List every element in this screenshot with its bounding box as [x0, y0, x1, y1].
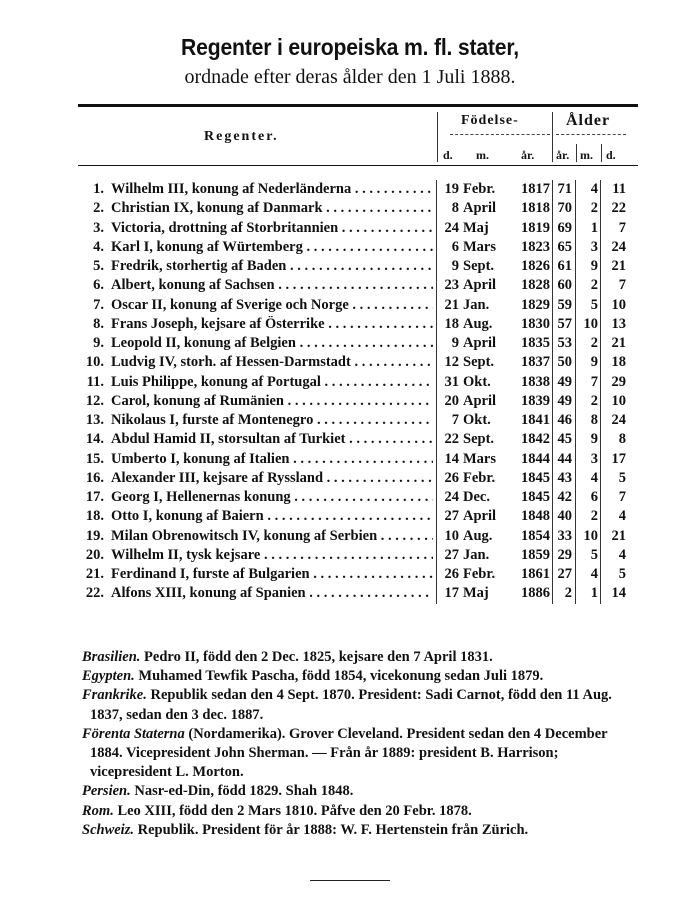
table-row [0, 316, 700, 336]
age-years: 50 [557, 354, 572, 371]
age-months: 9 [590, 431, 598, 448]
note-country: Schweiz. [82, 821, 134, 838]
regent-name: Leopold II, konung af Belgien . . . [111, 335, 433, 352]
header-divider-2 [552, 112, 553, 162]
header-divider-3 [576, 144, 577, 162]
note-country: Brasilien. [82, 649, 141, 665]
birth-year: 1830 [521, 315, 550, 332]
age-days: 8 [618, 431, 626, 448]
age-years: 69 [557, 219, 572, 236]
age-years: 57 [557, 315, 572, 332]
row-number: 4. [93, 238, 104, 255]
note-text: Muhamed Tewfik Pascha, född 1854, vicekonung sedan Juli 1879. [138, 668, 544, 685]
age-days: 17 [611, 450, 626, 467]
table-row [0, 200, 700, 220]
age-days: 11 [612, 181, 626, 197]
birth-day: 18 [444, 315, 459, 332]
age-days: 4 [618, 546, 626, 563]
age-years: 53 [557, 335, 572, 351]
birth-year: 1848 [521, 508, 550, 525]
row-number: 15. [85, 450, 104, 467]
regent-name: Georg I, Hellenernas konung . . . [111, 489, 433, 506]
row-number: 22. [85, 585, 104, 602]
age-months: 3 [590, 450, 598, 467]
row-number: 6. [93, 277, 104, 294]
age-months: 10 [583, 315, 598, 332]
birth-day: 12 [444, 354, 459, 371]
row-number: 16. [85, 469, 104, 486]
row-number: 19. [85, 527, 104, 544]
age-days: 5 [618, 566, 626, 582]
birth-day: 27 [444, 546, 459, 563]
birth-year: 1839 [521, 392, 550, 409]
regent-name: Abdul Hamid II, storsultan af Turkiet . . . [111, 431, 433, 448]
table-row [0, 258, 700, 278]
birth-year: 1823 [521, 238, 550, 255]
note-text: Republik sedan den 4 Sept. 1870. President: Sadi Carnot, född den 11 Aug. 1837, sedan den 3 dec. 1887. [90, 687, 612, 723]
birth-day: 20 [444, 392, 459, 409]
birth-month: April [463, 200, 497, 217]
age-days: 14 [611, 585, 626, 602]
age-days: 4 [618, 508, 626, 525]
note-country: Frankrike. [82, 687, 147, 704]
header-divider-1 [437, 112, 438, 162]
age-days: 5 [618, 469, 626, 486]
birth-month: Febr. [463, 181, 496, 197]
birth-day: 23 [444, 277, 459, 294]
age-days: 18 [611, 354, 626, 371]
header-month: m. [476, 148, 489, 162]
regent-name: Nikolaus I, furste af Montenegro . . . [111, 412, 433, 429]
birth-month: Okt. [463, 412, 491, 428]
header-alder: Ålder [566, 112, 611, 129]
birth-year: 1838 [521, 373, 550, 390]
header-age-months: m. [580, 148, 593, 162]
note-rom [82, 802, 642, 821]
header-regenter: Regenter. [204, 129, 279, 144]
note-text: Leo XIII, född den 2 Mars 1810. Påfve den 20 Febr. 1878. [117, 802, 472, 819]
age-years: 27 [557, 566, 572, 582]
header-age-years: år. [556, 148, 570, 162]
table-row [0, 585, 700, 605]
table-row [0, 431, 700, 451]
birth-month: Aug. [463, 315, 493, 332]
birth-month: Maj [463, 219, 489, 236]
birth-month: Jan. [463, 546, 490, 563]
table-row [0, 451, 700, 471]
table-top-rule [78, 104, 638, 107]
header-divider-4 [601, 144, 602, 162]
regent-name: Frans Joseph, kejsare af Österrike . . . [111, 316, 433, 333]
regent-name: Carol, konung af Rumänien . . . [111, 393, 433, 410]
regent-name: Albert, konung af Sachsen . . . [111, 277, 433, 294]
age-years: 42 [557, 489, 572, 505]
birth-year: 1845 [521, 469, 550, 486]
birth-year: 1826 [521, 258, 550, 274]
age-years: 59 [557, 296, 572, 313]
row-number: 9. [93, 335, 104, 351]
age-months: 6 [590, 489, 598, 505]
birth-year: 1854 [521, 527, 550, 544]
row-number: 20. [85, 546, 104, 563]
birth-year: 1861 [521, 566, 550, 582]
note-text: Pedro II, född den 2 Dec. 1825, kejsare den 7 April 1831. [144, 649, 493, 665]
note-country: Egypten. [82, 668, 135, 685]
page-title: Regenter i europeiska m. fl. stater, [181, 34, 519, 60]
header-dash-fodelse [450, 134, 550, 135]
table-header-rule [78, 165, 638, 166]
birth-month: Okt. [463, 373, 491, 390]
birth-month: Aug. [463, 527, 493, 544]
table-row [0, 277, 700, 297]
row-number: 2. [93, 200, 104, 217]
note-egypten [82, 667, 642, 686]
age-months: 2 [590, 200, 598, 217]
note-country: Förenta Staterna [82, 725, 185, 742]
row-number: 18. [85, 508, 104, 525]
birth-year: 1828 [521, 277, 550, 294]
regent-name: Wilhelm III, konung af Nederländerna . . . [111, 181, 433, 198]
age-months: 2 [590, 392, 598, 409]
birth-day: 7 [451, 412, 459, 428]
age-months: 2 [590, 335, 598, 351]
row-number: 11. [86, 373, 104, 390]
birth-year: 1859 [521, 546, 550, 563]
age-months: 7 [590, 373, 598, 390]
age-months: 4 [590, 469, 598, 486]
regent-name: Wilhelm II, tysk kejsare . . . [111, 547, 433, 564]
row-number: 7. [93, 296, 104, 313]
birth-year: 1837 [521, 354, 550, 371]
age-days: 7 [618, 489, 626, 505]
age-days: 10 [611, 296, 626, 313]
birth-day: 31 [444, 373, 459, 390]
birth-month: Mars [463, 450, 497, 467]
age-months: 1 [590, 585, 598, 602]
row-number: 3. [93, 219, 104, 236]
row-number: 13. [85, 412, 104, 428]
regent-name: Fredrik, storhertig af Baden . . . [111, 258, 433, 275]
age-years: 33 [557, 527, 572, 544]
row-number: 1. [93, 181, 104, 197]
regent-name: Luis Philippe, konung af Portugal . . . [111, 374, 433, 391]
birth-day: 24 [444, 489, 459, 505]
notes-section [82, 648, 642, 840]
table-row [0, 412, 700, 432]
age-months: 5 [590, 296, 598, 313]
birth-year: 1844 [521, 450, 550, 467]
age-days: 7 [618, 219, 626, 236]
age-years: 29 [557, 546, 572, 563]
age-months: 4 [590, 566, 598, 582]
birth-month: Jan. [463, 296, 490, 313]
header-fodelse: Födelse- [461, 113, 519, 128]
age-days: 21 [611, 527, 626, 544]
age-days: 22 [611, 200, 626, 217]
age-years: 2 [564, 585, 572, 602]
row-number: 12. [85, 392, 104, 409]
age-months: 5 [590, 546, 598, 563]
row-number: 14. [85, 431, 104, 448]
age-months: 2 [590, 508, 598, 525]
regent-name: Oscar II, konung af Sverige och Norge . . . [111, 297, 433, 314]
page-subtitle: ordnade efter deras ålder den 1 Juli 1888. [184, 66, 516, 88]
row-number: 17. [85, 489, 104, 505]
birth-month: Mars [463, 238, 497, 255]
birth-day: 14 [444, 450, 459, 467]
birth-year: 1842 [521, 431, 550, 448]
regent-name: Christian IX, konung af Danmark . . . [111, 200, 433, 217]
note-brasilien [82, 648, 642, 667]
birth-day: 24 [444, 219, 459, 236]
row-number: 5. [93, 258, 104, 274]
regent-name: Milan Obrenowitsch IV, konung af Serbien . . . [111, 528, 433, 545]
header-age-days: d. [606, 148, 616, 162]
age-days: 10 [611, 392, 626, 409]
birth-month: April [463, 508, 497, 525]
age-years: 43 [557, 469, 572, 486]
birth-year: 1819 [521, 219, 550, 236]
regent-name: Victoria, drottning af Storbritannien . . . [111, 220, 433, 237]
birth-month: Sept. [463, 258, 495, 274]
birth-year: 1829 [521, 296, 550, 313]
regent-name: Umberto I, konung af Italien . . . [111, 451, 433, 468]
note-text: Nasr-ed-Din, född 1829. Shah 1848. [134, 783, 354, 800]
birth-day: 19 [444, 181, 459, 197]
birth-day: 21 [444, 296, 459, 313]
table-row [0, 239, 700, 259]
age-years: 40 [557, 508, 572, 525]
regent-name: Otto I, konung af Baiern . . . [111, 508, 433, 525]
table-row [0, 181, 700, 201]
age-years: 70 [557, 200, 572, 217]
age-years: 49 [557, 392, 572, 409]
header-dash-alder [556, 134, 626, 135]
birth-day: 17 [444, 585, 459, 602]
birth-year: 1817 [521, 181, 550, 197]
birth-month: Febr. [463, 566, 496, 582]
age-months: 10 [583, 527, 598, 544]
note-forenta-staterna [82, 725, 642, 783]
age-years: 65 [557, 238, 572, 255]
birth-day: 22 [444, 431, 459, 448]
note-persien [82, 782, 642, 801]
age-months: 8 [590, 412, 598, 428]
table-row [0, 354, 700, 374]
regent-name: Alfons XIII, konung af Spanien . . . [111, 585, 433, 602]
birth-month: Maj [463, 585, 489, 602]
age-years: 71 [557, 181, 572, 197]
note-text: (Nordamerika). Grover Cleveland. President sedan den 4 December 1884. Vicepresident John Sherman. — Från år 1889: president B. Harrison; vicepresident L. Morton. [90, 725, 608, 781]
regent-name: Ludvig IV, storh. af Hessen-Darmstadt . . . [111, 354, 433, 371]
birth-month: Febr. [463, 469, 496, 486]
age-months: 1 [590, 219, 598, 236]
age-years: 60 [557, 277, 572, 294]
birth-month: Sept. [463, 431, 495, 448]
note-country: Rom. [82, 802, 114, 819]
row-number: 8. [93, 315, 104, 332]
table-row [0, 470, 700, 490]
note-country: Persien. [82, 783, 131, 800]
age-days: 7 [618, 277, 626, 294]
birth-month: April [463, 335, 497, 351]
birth-year: 1818 [521, 200, 550, 217]
birth-year: 1845 [521, 489, 550, 505]
note-schweiz [82, 821, 642, 840]
birth-day: 27 [444, 508, 459, 525]
table-row [0, 297, 700, 317]
birth-day: 10 [444, 527, 459, 544]
table-row [0, 220, 700, 240]
age-days: 24 [611, 412, 626, 428]
header-day: d. [443, 148, 453, 162]
birth-month: Dec. [463, 489, 490, 505]
table-row [0, 528, 700, 548]
age-months: 3 [590, 238, 598, 255]
table-row [0, 374, 700, 394]
age-days: 21 [611, 258, 626, 274]
age-days: 29 [611, 373, 626, 390]
age-years: 45 [557, 431, 572, 448]
birth-year: 1835 [521, 335, 550, 351]
age-months: 9 [590, 354, 598, 371]
age-months: 9 [590, 258, 598, 274]
birth-day: 9 [451, 258, 459, 274]
age-days: 13 [611, 315, 626, 332]
age-years: 44 [557, 450, 572, 467]
note-frankrike [82, 686, 642, 724]
birth-day: 6 [451, 238, 459, 255]
age-years: 46 [557, 412, 572, 428]
note-text: Republik. President för år 1888: W. F. Hertenstein från Zürich. [137, 821, 529, 838]
age-months: 4 [590, 181, 598, 197]
table-row [0, 393, 700, 413]
birth-year: 1886 [521, 585, 550, 602]
birth-year: 1841 [521, 412, 550, 428]
birth-month: April [463, 277, 497, 294]
table-row [0, 335, 700, 355]
table-row [0, 508, 700, 528]
birth-month: April [463, 392, 497, 409]
table-row [0, 489, 700, 509]
age-years: 49 [557, 373, 572, 390]
birth-day: 26 [444, 469, 459, 486]
regent-name: Karl I, konung af Würtemberg . . . [111, 239, 433, 256]
regent-name: Alexander III, kejsare af Ryssland . . . [111, 470, 433, 487]
table-row [0, 547, 700, 567]
table-row [0, 566, 700, 586]
birth-day: 8 [451, 200, 459, 217]
birth-day: 26 [444, 566, 459, 582]
row-number: 21. [85, 566, 104, 582]
closing-rule [310, 880, 390, 881]
regent-name: Ferdinand I, furste af Bulgarien . . . [111, 566, 433, 583]
row-number: 10. [85, 354, 104, 371]
age-days: 21 [611, 335, 626, 351]
age-months: 2 [590, 277, 598, 294]
header-year: år. [521, 148, 535, 162]
birth-month: Sept. [463, 354, 495, 371]
age-days: 24 [611, 238, 626, 255]
birth-day: 9 [451, 335, 459, 351]
age-years: 61 [557, 258, 572, 274]
